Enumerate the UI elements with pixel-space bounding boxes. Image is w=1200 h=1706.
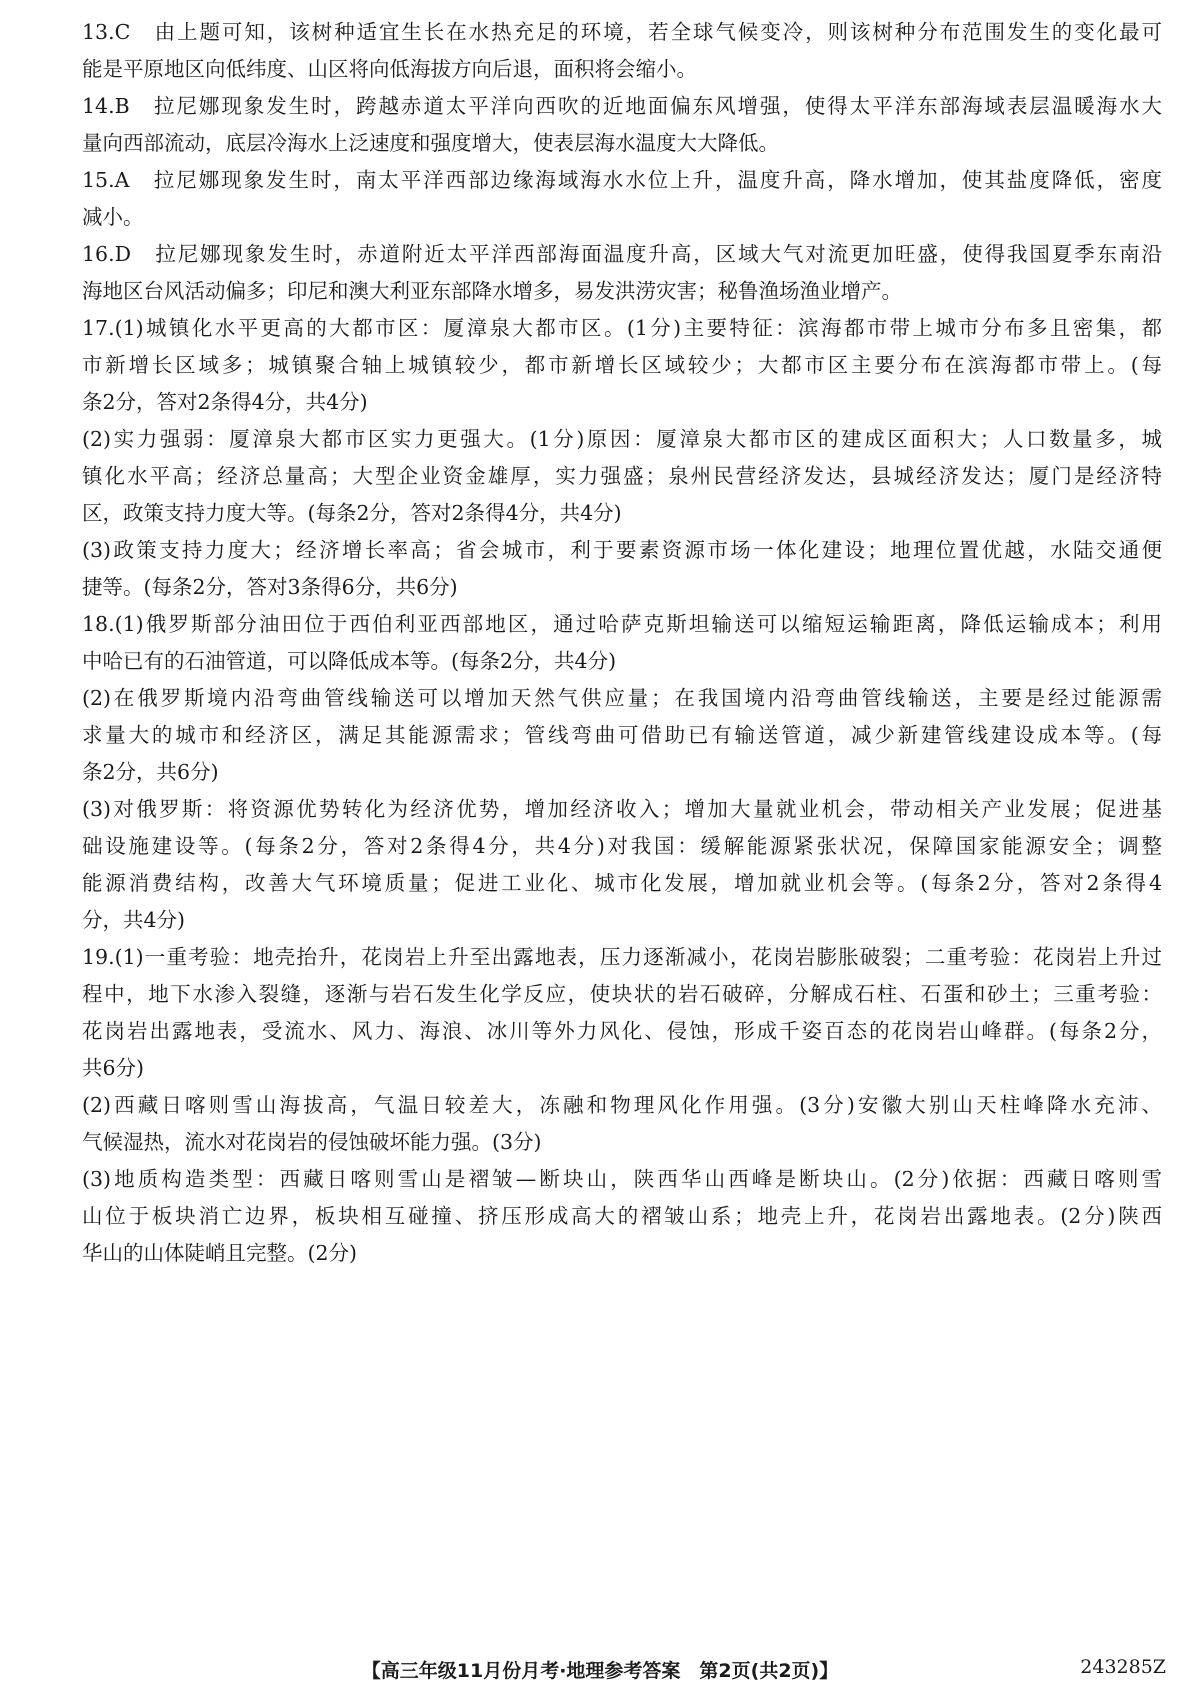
answer-19-line-6: 气候湿热，流水对花岗岩的侵蚀破坏能力强。(3分) [82, 1130, 542, 1154]
answer-18-line-5: 条2分，共6分) [82, 760, 219, 784]
answer-14-line-1: 14.B 拉尼娜现象发生时，跨越赤道太平洋向西吹的近地面偏东风增强，使得太平洋东部海域表层温暖海水大 [82, 94, 1162, 118]
answer-19-line-7: (3)地质构造类型：西藏日喀则雪山是褶皱—断块山，陕西华山西峰是断块山。(2分)依据：西藏日喀则雪 [82, 1167, 1162, 1191]
answer-list [82, 14, 1162, 1272]
answer-15-line-2: 减小。 [82, 205, 144, 229]
answer-18-line-7: 础设施建设等。(每条2分，答对2条得4分，共4分)对我国：缓解能源紧张状况，保障国家能源安全；调整 [82, 834, 1162, 858]
answer-18 [82, 606, 1162, 939]
answer-14-line-2: 量向西部流动，底层冷海水上泛速度和强度增大，使表层海水温度大大降低。 [82, 131, 779, 155]
answer-16 [82, 236, 1162, 310]
answer-18-line-3: (2)在俄罗斯境内沿弯曲管线输送可以增加天然气供应量；在我国境内沿弯曲管线输送，主要是经过能源需 [82, 686, 1162, 710]
answer-16-line-1: 16.D 拉尼娜现象发生时，赤道附近太平洋西部海面温度升高，区域大气对流更加旺盛，使得我国夏季东南沿 [82, 242, 1162, 266]
answer-19-line-2: 程中，地下水渗入裂缝，逐渐与岩石发生化学反应，使块状的岩石破碎，分解成石柱、石蛋和砂土；三重考验： [82, 982, 1162, 1006]
answer-17-line-2: 市新增长区域多；城镇聚合轴上城镇较少，都市新增长区域较少；大都市区主要分布在滨海都市带上。(每 [82, 353, 1162, 377]
page-footer-title: 【高三年级11月份月考·地理参考答案 第2页(共2页)】 [361, 1660, 839, 1682]
answer-18-line-4: 求量大的城市和经济区，满足其能源需求；管线弯曲可借助已有输送管道，减少新建管线建设成本等。(每 [82, 723, 1162, 747]
answer-19-line-5: (2)西藏日喀则雪山海拔高，气温日较差大，冻融和物理风化作用强。(3分)安徽大别山天柱峰降水充沛、 [82, 1093, 1162, 1117]
answer-19-line-3: 花岗岩出露地表，受流水、风力、海浪、冰川等外力风化、侵蚀，形成千姿百态的花岗岩山峰群。(每条2分， [82, 1019, 1162, 1043]
answer-17-line-7: (3)政策支持力度大；经济增长率高；省会城市，利于要素资源市场一体化建设；地理位置优越，水陆交通便 [82, 538, 1162, 562]
answer-19 [82, 939, 1162, 1272]
answer-17-line-3: 条2分，答对2条得4分，共4分) [82, 390, 368, 414]
answer-17-line-8: 捷等。(每条2分，答对3条得6分，共6分) [82, 575, 458, 599]
answer-18-line-6: (3)对俄罗斯：将资源优势转化为经济优势，增加经济收入；增加大量就业机会，带动相关产业发展；促进基 [82, 797, 1162, 821]
answer-18-line-2: 中哈已有的石油管道，可以降低成本等。(每条2分，共4分) [82, 649, 617, 673]
answer-17 [82, 310, 1162, 606]
answer-15 [82, 162, 1162, 236]
answer-17-line-6: 区，政策支持力度大等。(每条2分，答对2条得4分，共4分) [82, 501, 622, 525]
answer-17-line-4: (2)实力强弱：厦漳泉大都市区实力更强大。(1分)原因：厦漳泉大都市区的建成区面积大；人口数量多，城 [82, 427, 1162, 451]
answer-18-line-8: 能源消费结构，改善大气环境质量；促进工业化、城市化发展，增加就业机会等。(每条2分，答对2条得4 [82, 871, 1162, 895]
answer-18-line-9: 分，共4分) [82, 908, 186, 932]
answer-14 [82, 88, 1162, 162]
answer-17-line-5: 镇化水平高；经济总量高；大型企业资金雄厚，实力强盛；泉州民营经济发达，县城经济发达；厦门是经济特 [82, 464, 1162, 488]
answer-19-line-9: 华山的山体陡峭且完整。(2分) [82, 1241, 358, 1265]
answer-19-line-1: 19.(1)一重考验：地壳抬升，花岗岩上升至出露地表，压力逐渐减小，花岗岩膨胀破裂；二重考验：花岗岩上升过 [82, 945, 1162, 969]
answer-13 [82, 14, 1162, 88]
answer-19-line-8: 山位于板块消亡边界，板块相互碰撞、挤压形成高大的褶皱山系；地壳上升，花岗岩出露地表。(2分)陕西 [82, 1204, 1162, 1228]
answer-18-line-1: 18.(1)俄罗斯部分油田位于西伯利亚西部地区，通过哈萨克斯坦输送可以缩短运输距离，降低运输成本；利用 [82, 612, 1162, 636]
page-footer-code: 243285Z [1080, 1656, 1166, 1678]
answer-13-line-1: 13.C 由上题可知，该树种适宜生长在水热充足的环境，若全球气候变冷，则该树种分布范围发生的变化最可 [82, 20, 1162, 44]
answer-15-line-1: 15.A 拉尼娜现象发生时，南太平洋西部边缘海域海水水位上升，温度升高，降水增加，使其盐度降低，密度 [82, 168, 1162, 192]
answer-16-line-2: 海地区台风活动偏多；印尼和澳大利亚东部降水增多，易发洪涝灾害；秘鲁渔场渔业增产。 [82, 279, 902, 303]
answer-17-line-1: 17.(1)城镇化水平更高的大都市区：厦漳泉大都市区。(1分)主要特征：滨海都市带上城市分布多且密集，都 [82, 316, 1162, 340]
answer-13-line-2: 能是平原地区向低纬度、山区将向低海拔方向后退，面积将会缩小。 [82, 57, 697, 81]
answer-19-line-4: 共6分) [82, 1056, 145, 1080]
